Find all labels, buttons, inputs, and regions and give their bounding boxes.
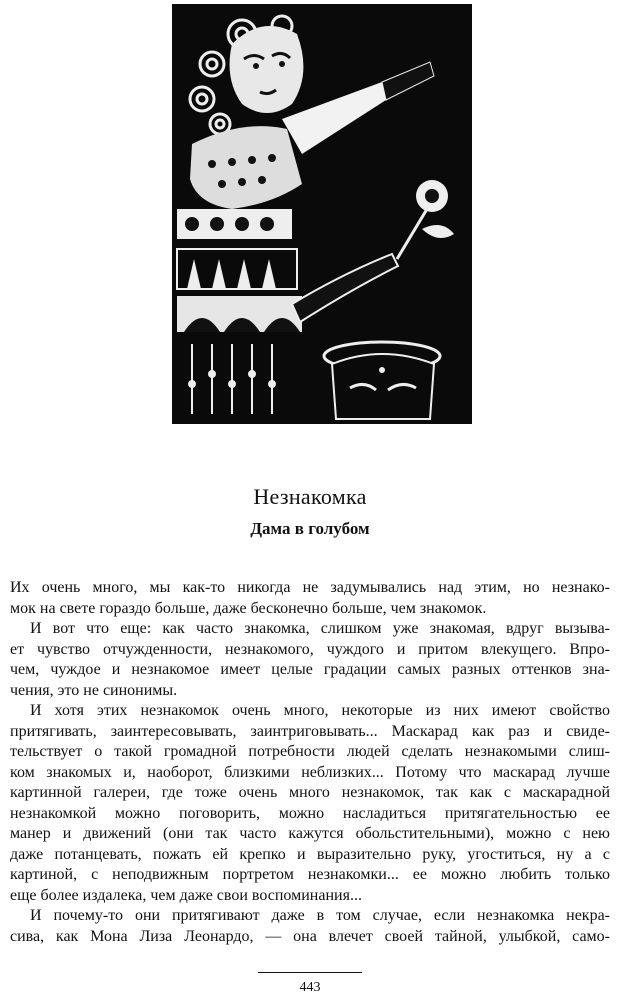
- text-line: тельствует о такой громадной потребности людей сделать незнакомыми слиш-: [10, 743, 610, 760]
- text-line: ет чувство отчужденности, незнакомого, чуждого и притом влекущего. Впро-: [10, 640, 610, 658]
- text-line: притягивать, заинтересовывать, заинтриговывать... Маскарад как раз и свиде-: [10, 722, 610, 740]
- text-line: Их очень много, мы как-то никогда не задумывались над этим, но незнако-: [10, 579, 610, 596]
- art-deco-illustration-icon: [172, 4, 472, 424]
- text-line: чения, это не синонимы.: [10, 681, 178, 699]
- text-line: незнакомкой можно поговорить, можно насладиться притягательностью ее: [10, 804, 610, 822]
- footer-rule: [258, 972, 362, 973]
- text-line: чем, чуждое и незнакомое имеет целые градации самых разных оттенков зна-: [10, 661, 610, 678]
- text-line: еще более издалека, чем даже свои воспоминания...: [10, 886, 362, 904]
- page-subtitle: Дама в голубом: [250, 519, 370, 538]
- text-line: И хотя этих незнакомок очень много, некоторые из них имеют свойство: [30, 702, 610, 719]
- text-line: картинной галереи, где тоже очень много незнакомок, так как с маскарадной: [10, 784, 610, 801]
- text-line: мок на свете гораздо больше, даже бесконечно больше, чем знакомок.: [10, 599, 487, 617]
- text-line: даже потанцевать, пожать ей крепко и выразительно руку, угоститься, ну а с: [10, 845, 610, 863]
- text-line: манер и движений (они так часто кажутся обольстительными), можно с нею: [10, 825, 610, 842]
- text-line: И вот что еще: как часто знакомка, слишком уже знакомая, вдруг вызыва-: [30, 620, 610, 637]
- page-title: Незнакомка: [253, 484, 367, 509]
- page-number: 443: [299, 980, 321, 995]
- illustration: [172, 4, 472, 424]
- text-line: сива, как Мона Лиза Леонардо, — она влечет своей тайной, улыбкой, само-: [10, 927, 610, 945]
- body-text: [10, 578, 610, 947]
- text-line: И почему-то они притягивают даже в том случае, если незнакомка некра-: [30, 907, 610, 924]
- text-line: ком знакомых и, наоборот, близкими неблизких... Потому что маскарад лучше: [10, 763, 610, 781]
- text-line: картиной, с неподвижным портретом незнакомки... ее можно любить только: [10, 866, 610, 883]
